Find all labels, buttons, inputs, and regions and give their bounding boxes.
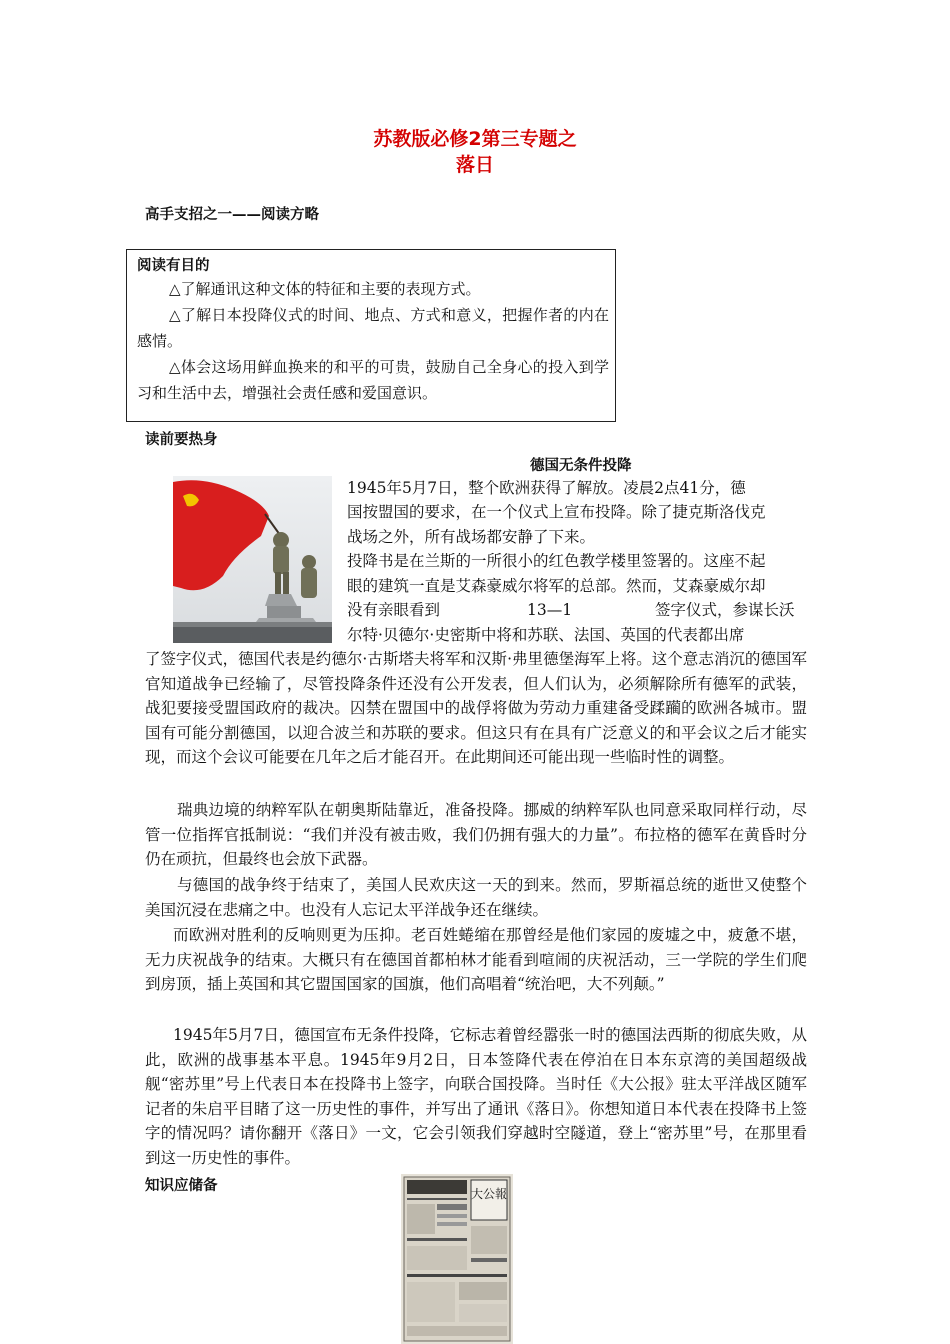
article-p2-line3b: 13—1 — [527, 601, 573, 619]
article-p1-line1: 1945年5月7日，整个欧洲获得了解放。凌晨2点41分，德 — [347, 479, 746, 497]
article-p6: 1945年5月7日，德国宣布无条件投降，它标志着曾经嚣张一时的德国法西斯的彻底失败，从此，欧洲的战事基本平息。1945年9月2日，日本签降代表在停泊在日本东京湾的美国超级战舰“密苏里”号上代表日本在投降书上签字，向联合国投降。当时任《大公报》驻太平洋战区随军记者的朱启平目睹了这一历史性的事件，并写出了通讯《落日》。你想知道日本代表在投降书上签字的情况吗？请你翻开《落日》一文，它会引领我们穿越时空隧道，登上“密苏里”号，在那里看到这一历史性的事件。 — [145, 1026, 807, 1167]
article-title: 德国无条件投降 — [530, 458, 632, 474]
article-p5: 而欧洲对胜利的反响则更为压抑。老百姓蜷缩在那曾经是他们家园的废墟之中，疲惫不堪，无力庆祝战争的结束。大概只有在德国首都柏林才能看到喧闹的庆祝活动，三一学院的学生们爬到房顶，插上英国和其它盟国国家的国旗，他们高唱着“统治吧，大不列颠。” — [145, 926, 807, 993]
doc-title-line2: 落日 — [455, 154, 494, 176]
article-p2-line1: 投降书是在兰斯的一所很小的红色教学楼里签署的。这座不起 — [347, 552, 766, 570]
article-p2-line2: 眼的建筑一直是艾森豪威尔将军的总部。然而，艾森豪威尔却 — [347, 577, 766, 595]
goal-item-2: △了解日本投降仪式的时间、地点、方式和意义，把握作者的内在感情。 — [137, 306, 609, 350]
reading-goals-title: 阅读有目的 — [137, 258, 210, 274]
article-p1-line3: 战场之外，所有战场都安静了下来。 — [347, 528, 596, 546]
goal-item-1: △了解通讯这种文体的特征和主要的表现方式。 — [169, 280, 481, 298]
section-heading-warmup: 读前要热身 — [145, 432, 218, 448]
article-p2-line3c: 签字仪式，参谋长沃 — [655, 601, 795, 619]
goal-item-3: △体会这场用鲜血换来的和平的可贵，鼓励自己全身心的投入到学习和生活中去，增强社会责任感和爱国意识。 — [137, 358, 609, 402]
section-heading-reading-strategy: 高手支招之一——阅读方略 — [145, 207, 319, 223]
article-p2-line4: 尔特·贝德尔·史密斯中将和苏联、法国、英国的代表都出席 — [347, 626, 745, 644]
flag-raising-photo — [173, 476, 332, 643]
newspaper-masthead: 大公報 — [470, 1187, 508, 1201]
newspaper-photo — [401, 1174, 513, 1344]
article-p2-rest: 了签字仪式，德国代表是约德尔·古斯塔夫将军和汉斯·弗里德堡海军上将。这个意志消沉的德国军官知道战争已经输了，尽管投降条件还没有公开发表，但人们认为，必须解除所有德军的武装，战犯要接受盟国政府的裁决。囚禁在盟国中的战俘将做为劳动力重建备受蹂躏的欧洲各城市。盟国有可能分割德国，以迎合波兰和苏联的要求。但这只有在具有广泛意义的和平会议之后才能实现，而这个会议可能要在几年之后才能召开。在此期间还可能出现一些临时性的调整。 — [145, 650, 807, 766]
article-p3: 瑞典边境的纳粹军队在朝奥斯陆靠近，准备投降。挪威的纳粹军队也同意采取同样行动，尽管一位指挥官抵制说：“我们并没有被击败，我们仍拥有强大的力量”。布拉格的德军在黄昏时分仍在顽抗，但最终也会放下武器。 — [145, 801, 807, 868]
article-p2-line3a: 没有亲眼看到 — [347, 601, 441, 619]
article-p4: 与德国的战争终于结束了，美国人民欢庆这一天的到来。然而，罗斯福总统的逝世又使整个美国沉浸在悲痛之中。也没有人忘记太平洋战争还在继续。 — [145, 876, 807, 919]
doc-title-line1: 苏教版必修2第三专题之 — [373, 128, 577, 150]
reading-goals-box — [126, 249, 616, 422]
article-p1-line2: 国按盟国的要求，在一个仪式上宣布投降。除了捷克斯洛伐克 — [347, 503, 766, 521]
section-heading-knowledge: 知识应储备 — [145, 1178, 218, 1194]
